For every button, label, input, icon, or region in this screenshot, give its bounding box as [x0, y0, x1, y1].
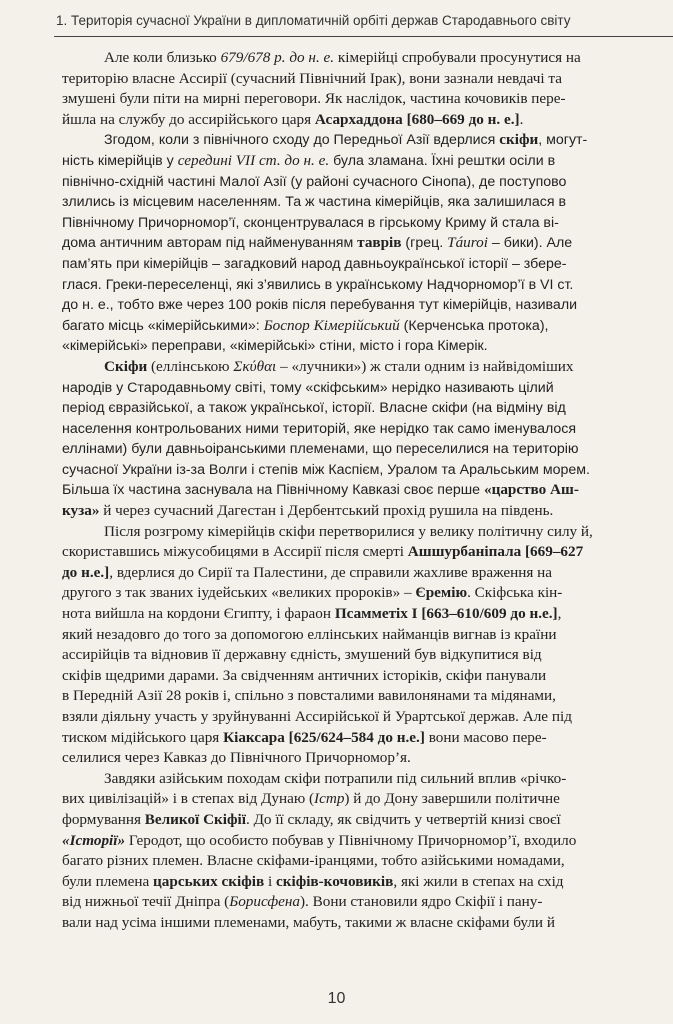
text-run: середині VII ст. до н. е. — [177, 151, 330, 169]
paragraph — [62, 357, 673, 522]
text-run: пам’ять при кімерійців – загадковий народ давньоукраїнської історії – збере- — [62, 255, 567, 272]
text-run: який незадовго до того за допомогою еллінських найманців вигнав із країни — [62, 625, 557, 643]
text-line — [62, 460, 673, 481]
text-run: змушені були піти на мирні переговори. Як наслідок, частина кочовиків пере- — [62, 90, 566, 108]
text-line — [62, 192, 673, 213]
text-line — [62, 151, 673, 172]
text-run: другого з так званих іудейських «великих пророків» – — [62, 584, 416, 602]
text-line — [62, 872, 673, 893]
text-line — [62, 316, 673, 337]
text-run: Táuroi — [447, 234, 488, 252]
text-run: сучасної України із-за Волги і степів між Каспієм, Уралом та Аральським морем. — [62, 461, 590, 478]
text-line — [62, 69, 673, 90]
text-run: населення контрольованих ними територій, яке нерідко так само іменувалося — [62, 420, 577, 437]
text-run: нота вийшла на кордони Єгипту, і фараон — [62, 605, 335, 623]
text-run: Але коли близько — [104, 49, 221, 66]
text-run: до н.е.] — [62, 563, 110, 581]
text-run: . Скіфська кін- — [467, 584, 563, 602]
text-line — [62, 89, 673, 110]
text-run: ність кімерійців у — [62, 152, 178, 169]
text-run: глася. Греки-переселенці, які з’явились в українському Надчорномор’ї в VI ст. — [62, 276, 574, 293]
text-line — [62, 336, 673, 357]
text-line — [62, 357, 673, 378]
text-line — [62, 233, 673, 254]
text-line — [62, 48, 673, 69]
text-line — [62, 789, 673, 810]
text-run: йшла на службу до ассирійського царя — [62, 110, 315, 128]
text-run: ассирійців та відновив її державну єдність, змушений був відкупитися від — [62, 646, 542, 664]
text-run: скіфів-кочовиків — [275, 872, 394, 890]
text-run: вали над усіма іншими племенами, мабуть, такими ж власне скіфами були й — [62, 913, 555, 931]
text-run: Псамметіх I [663–610/609 до н.е.] — [334, 605, 558, 623]
text-run: Єремію — [415, 584, 468, 602]
text-line — [62, 110, 673, 131]
text-run: . До її складу, як свідчить у четвертій книзі своєї — [245, 810, 561, 828]
text-line — [62, 583, 673, 604]
text-run: була зламана. Їхні рештки осіли в — [329, 152, 556, 169]
text-run: Борисфена — [229, 893, 300, 911]
text-line — [62, 625, 673, 646]
text-line — [62, 666, 673, 687]
text-run: Геродот, що особисто побував у Північному Причорномор’ї, входило — [125, 831, 577, 849]
text-run: територію власне Ассирії (сучасний Північний Ірак), вони зазнали невдачі та — [62, 69, 562, 87]
text-run: скіфи — [499, 131, 539, 149]
text-run: , могут- — [538, 132, 588, 149]
text-line — [62, 604, 673, 625]
text-line — [62, 501, 673, 522]
text-run: до н. е., тобто вже через 100 років після перебування тут кімерійців, називали — [62, 297, 578, 314]
paragraph — [62, 769, 673, 934]
text-run: – «лучники») ж стали одним із найвідоміших — [276, 357, 574, 375]
text-run: північно-східній частині Малої Азії (у районі сучасного Сінопа), де поступово — [62, 173, 567, 190]
text-run: – бики). Але — [487, 235, 573, 252]
text-line — [62, 769, 673, 790]
text-run: вих цивілізацій» і в степах від Дунаю ( — [62, 790, 315, 808]
text-run: , вдерлися до Сирії та Палестини, де справили жахливе враження на — [109, 563, 553, 581]
text-run: скориставшись міжусобицями в Ассирії після смерті — [62, 543, 408, 561]
text-line — [62, 542, 673, 563]
running-header — [54, 6, 673, 37]
text-run: Завдяки азійським походам скіфи потрапили під сильний вплив «річко- — [104, 769, 567, 787]
text-line — [62, 707, 673, 728]
text-line — [62, 419, 673, 440]
text-run: скіфів щедрими дарами. За свідченням античних історіків, скіфи панували — [62, 666, 547, 684]
text-run: в Передній Азії 28 років і, спільно з повсталими вавилонянами та мідянами, — [62, 687, 556, 705]
text-line — [62, 480, 673, 501]
text-run: (еллінською — [147, 357, 234, 375]
text-run: Північному Причорномор’ї, сконцентрувалася в гірському Криму й стала ві- — [62, 214, 559, 231]
text-run: Боспор Кімерійський — [263, 316, 400, 334]
text-run: еллінами) були давньоіранськими племенами, що переселилися на територію — [62, 441, 579, 458]
text-line — [62, 831, 673, 852]
text-run: Після розгрому кімерійців скіфи перетворилися у велику політичну силу й, — [104, 522, 593, 540]
text-run: царських скіфів — [153, 872, 265, 890]
text-line — [62, 439, 673, 460]
paragraph — [62, 522, 673, 769]
text-run: ). Вони становили ядро Скіфії і пану- — [300, 893, 543, 911]
text-line — [62, 275, 673, 296]
text-line — [62, 851, 673, 872]
text-run: кімерійці спробували просунутися на — [334, 49, 581, 66]
text-line — [62, 295, 673, 316]
text-line — [62, 913, 673, 934]
text-run: . — [519, 110, 524, 128]
text-run: багато різних племен. Власне скіфами-іранцями, тобто азійськими номадами, — [62, 852, 565, 870]
text-line — [62, 213, 673, 234]
text-line — [62, 563, 673, 584]
text-run: Великої Скіфії — [144, 810, 246, 828]
text-run: й через сучасний Дагестан і Дербентський прохід рушила на південь. — [99, 502, 554, 520]
text-line — [62, 810, 673, 831]
text-line — [62, 378, 673, 399]
text-run: були племена — [62, 872, 154, 890]
text-run: Згодом, коли з північного сходу до Передньої Азії вдерлися — [104, 132, 500, 149]
text-run: Асархаддона [680–669 до н. е.] — [314, 110, 520, 128]
header-title: 1. Територія сучасної України в дипломатичній орбіті держав Стародавнього світу — [56, 13, 571, 28]
text-run: Більша їх частина заснувала на Північному Кавказі своє перше — [62, 482, 484, 499]
text-line — [62, 172, 673, 193]
text-run: «Історії» — [62, 831, 126, 849]
text-run: , — [557, 605, 562, 623]
paragraph — [62, 130, 673, 357]
text-run: вони масово пере- — [424, 728, 547, 746]
text-run: взяли діяльну участь у зруйнуванні Ассирійської й Урартської держав. Але під — [62, 708, 572, 725]
text-run: багато місць «кімерійськими»: — [62, 317, 264, 334]
text-line — [62, 748, 673, 769]
text-line — [62, 686, 673, 707]
text-run: дома античним авторам під найменуванням — [62, 235, 358, 252]
text-run: (Керченська протока), — [399, 317, 549, 334]
text-run: формування — [62, 810, 145, 828]
text-run: Σκύθαι — [233, 357, 277, 375]
text-run: (грец. — [401, 235, 448, 252]
text-line — [62, 522, 673, 543]
text-run: , які жили в степах на схід — [393, 872, 564, 890]
text-run: селилися через Кавказ до Північного Причорномор’я. — [62, 749, 411, 767]
text-line — [62, 645, 673, 666]
text-run: Кіаксара [625/624–584 до н.е.] — [223, 728, 425, 746]
text-run: тиском мідійського царя — [62, 728, 224, 746]
paragraph — [62, 48, 673, 130]
text-line — [62, 130, 673, 151]
page-number: 10 — [327, 990, 346, 1007]
text-run: Ашшурбаніпала [669–627 — [407, 543, 584, 561]
text-run: куза» — [62, 502, 100, 520]
text-run: Істр — [314, 790, 345, 808]
text-run: від нижньої течії Дніпра ( — [62, 893, 230, 911]
text-line — [62, 728, 673, 749]
text-run: таврів — [357, 234, 402, 252]
text-line — [62, 892, 673, 913]
body-text — [62, 48, 673, 934]
text-run: період євразійської, а також української, історії. Власне скіфи (на відміну від — [62, 400, 566, 417]
text-run: 679/678 р. до н. е. — [220, 49, 335, 66]
text-run: злились із місцевим населенням. Та ж частина кімерійців, яка залишилася в — [62, 194, 566, 211]
text-run: «царство Аш- — [483, 481, 579, 499]
text-run: Скіфи — [104, 357, 148, 375]
text-run: народів у Стародавньому світі, тому «скіфським» нерідко називають цілий — [62, 379, 554, 396]
text-line — [62, 254, 673, 275]
text-run: ) й до Дону завершили політичне — [344, 790, 560, 808]
text-run: «кімерійські» переправи, «кімерійські» стіни, місто і гора Кімерік. — [62, 338, 488, 355]
text-line — [62, 398, 673, 419]
text-run: і — [264, 872, 276, 890]
